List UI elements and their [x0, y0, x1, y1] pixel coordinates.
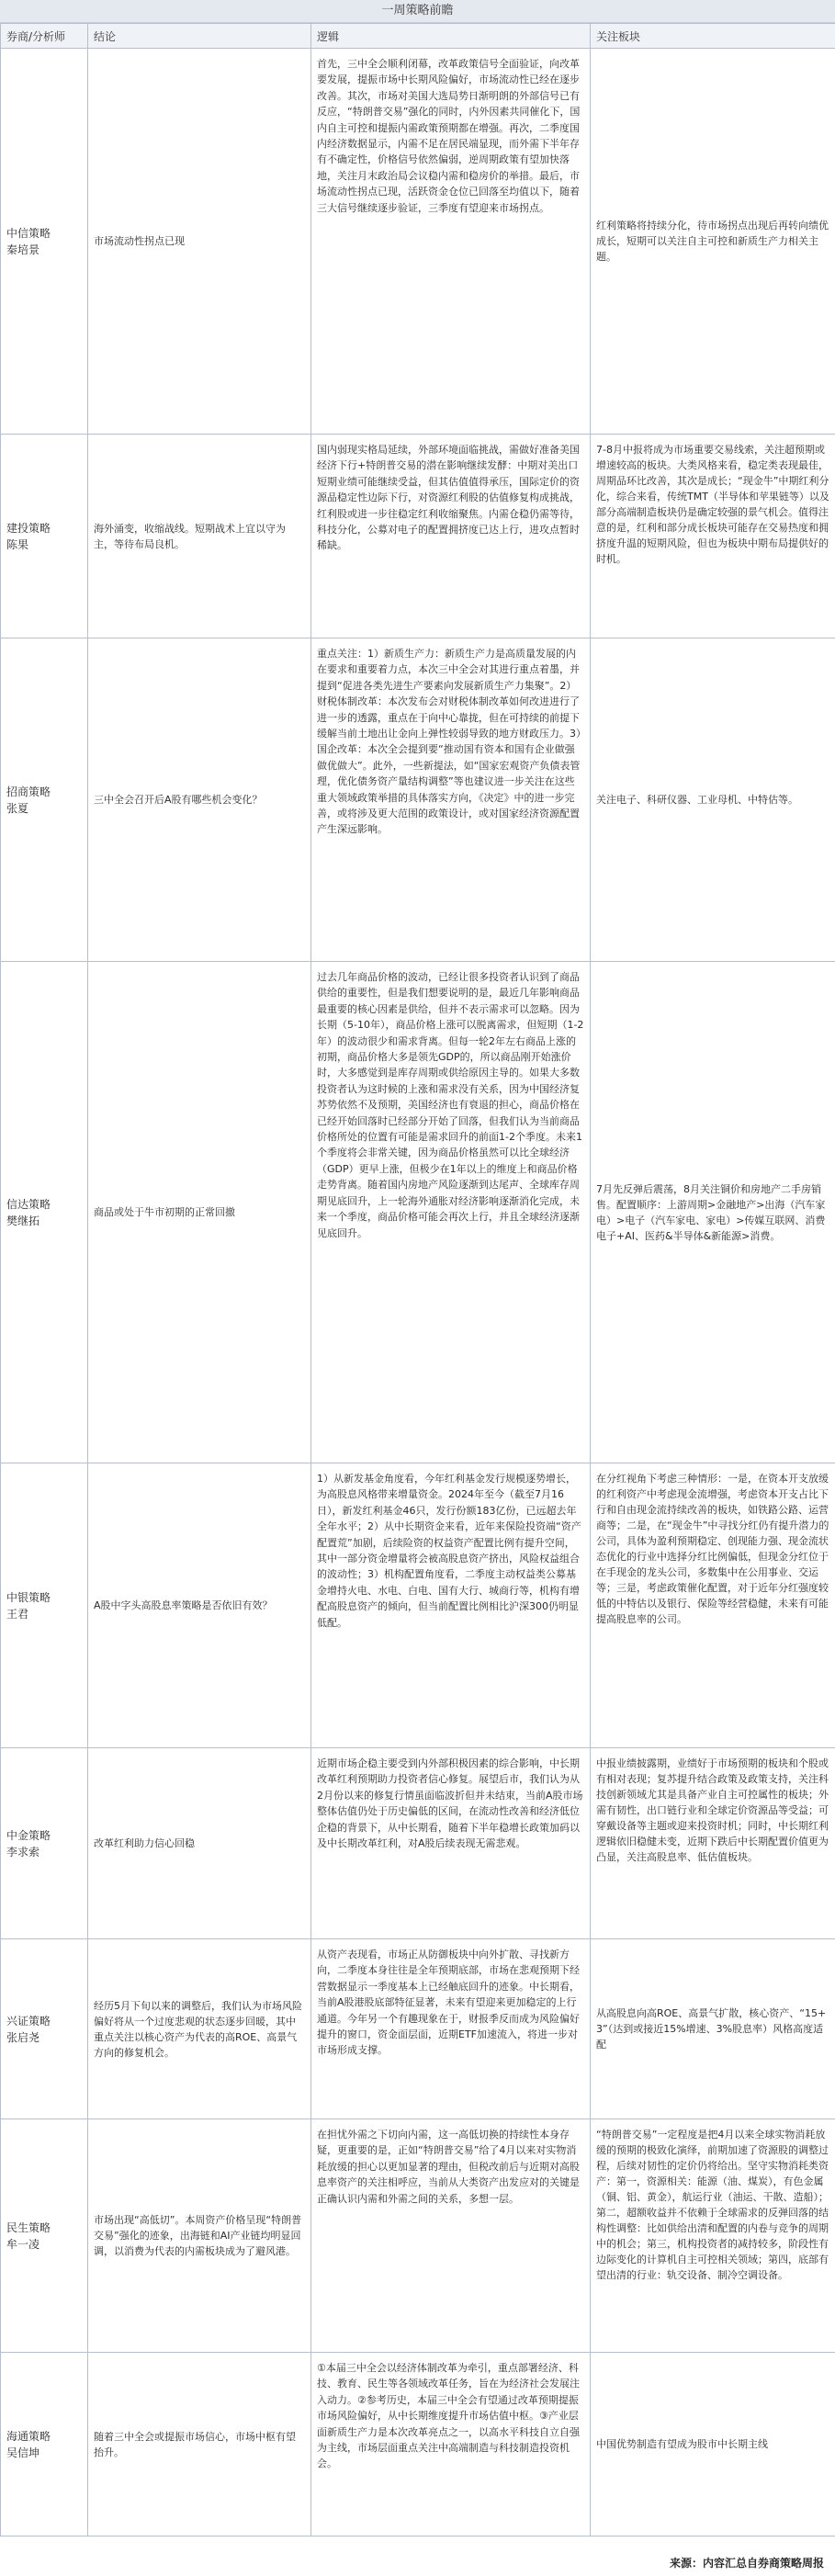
focus-cell: 中报业绩披露期，业绩好于市场预期的板块和个股或有相对表现；复苏提升结合政策及政策支持，关注科技创新领域尤其是具备产业自主可控属性的板块；外需有韧性，出口链行业和全球定价资源品等受益；可穿戴设备等主题或迎来投资时机；同时，中长期红利逻辑依旧稳健未变，近期下跌后中长期配置价值更为凸显，关注高股息率、低估值板块。: [591, 1748, 835, 1939]
header-conclusion: 结论: [88, 24, 311, 49]
header-logic: 逻辑: [311, 24, 591, 49]
focus-cell: 红利策略将持续分化，待市场拐点出现后再转向绩优成长，短期可以关注自主可控和新质生产力相关主题。: [591, 49, 835, 435]
table-row: [1, 2353, 835, 2536]
broker-name: 建投策略: [6, 521, 51, 535]
broker-cell: [1, 1463, 88, 1748]
header-focus: 关注板块: [591, 24, 835, 49]
conclusion-cell: 改革红利助力信心回稳: [88, 1748, 311, 1939]
logic-cell: 从资产表现看，市场正从防御板块中向外扩散、寻找新方向，二季度本身往往是全年预期底部，市场在悲观预期下经营数据显示一季度基本上已经触底回升的迹象。中长期看，当前A股港股底部特征显著，未来有望迎来更加稳定的上行通道。今年另一个有趣现象在于，财报季反而成为风险偏好提升的窗口，资金面层面，近期ETF加速流入，将进一步对市场形成支撑。: [311, 1939, 591, 2119]
table-row: [1, 1939, 835, 2119]
analyst-name: 陈果: [6, 537, 29, 551]
conclusion-cell: 三中全会召开后A股有哪些机会变化？: [88, 638, 311, 962]
table-row: [1, 962, 835, 1463]
focus-cell: 7-8月中报将成为市场重要交易线索，关注超预期或增速较高的板块。大类风格来看，稳定类表现最佳，周期品环比改善，其次是成长；“现金牛”中期红利分化，综合来看，传统TMT（半导体和苹果链等）以及部分高端制造板块仍是确定较强的景气机会。值得注意的是，红利和部分成长板块可能存在交易热度和拥挤度升温的短期风险，但也为板块中期布局提供好的时机。: [591, 435, 835, 638]
broker-name: 兴证策略: [6, 2014, 51, 2028]
conclusion-cell: 经历5月下旬以来的调整后，我们认为市场风险偏好将从一个过度悲观的状态逐步回暖，其中重点关注以核心资产为代表的高ROE、高景气方向的修复机会。: [88, 1939, 311, 2119]
conclusion-cell: 市场出现“高低切”。本周资产价格呈现“特朗普交易”强化的迹象，出海链和AI产业链均明显回调，以消费为代表的内需板块成为了避风港。: [88, 2119, 311, 2353]
page-title: 一周策略前瞻: [0, 0, 835, 23]
analyst-name: 张启尧: [6, 2030, 40, 2044]
analyst-name: 王君: [6, 1607, 29, 1621]
focus-cell: 关注电子、科研仪器、工业母机、中特估等。: [591, 638, 835, 962]
focus-cell: 中国优势制造有望成为股市中长期主线: [591, 2353, 835, 2536]
focus-cell: “特朗普交易”一定程度是把4月以来全球实物消耗放缓的预期的极致化演绎，前期加速了资源股的调整过程，后续对韧性的定价仍将给出。坚守实物消耗类资产：第一，资源相关：能源（油、煤炭），有色金属（铜、铝、黄金），航运行业（油运、干散、造船）；第二，超额收益并不依赖于全球需求的反弹回落的结构性调整：比如供给出清和配置的内卷与竞争的周期中的机会；第三，机构投资者的减持较多，阶段性有边际变化的计算机自主可控相关领域；第四，底部有望出清的行业：轨交设备、制冷空调设备。: [591, 2119, 835, 2353]
logic-cell: 在担忧外需之下切向内需，这一高低切换的持续性本身存疑，更重要的是，正如“特朗普交易”给了4月以来对实物消耗放缓的担心以更加显著的理由，但税改前后与近期对高股息率资产的关注相呼应，当前从大类资产出发应对的关键是正确认识内需和外需之间的关系，多想一层。: [311, 2119, 591, 2353]
focus-cell: 从高股息向高ROE、高景气扩散，核心资产、“15+3”（达到或接近15%增速、3%股息率）风格高度适配: [591, 1939, 835, 2119]
conclusion-cell: 市场流动性拐点已现: [88, 49, 311, 435]
logic-cell: 国内弱现实格局延续，外部环境面临挑战，需做好准备美国经济下行+特朗普交易的潜在影响继续发酵：中期对美出口短期业绩可能继续受益，但其估值值得承压，国际定价的资源品稳定性边际下行，对资源红利股的估值修复构成挑战，红利股或进一步往稳定红利收缩聚焦。内需仓稳仍需等待，科技分化，公募对电子的配置拥挤度已达上行，进攻点暂时稀缺。: [311, 435, 591, 638]
focus-cell: 在分红视角下考虑三种情形：一是，在资本开支放缓的红利资产中考虑现金流增强，考虑资本开支占比下行和自由现金流持续改善的板块，如铁路公路、运营商等；二是，在“现金牛”中寻找分红仍有提升潜力的公司，具体为盈利预期稳定、创现能力强、现金流状态优化的行业中选择分红比例偏低，但现金分红位于在手现金的龙头公司，多数集中在公用事业、交运等；三是，考虑政策催化配置，对于近年分红强度较低的中特估以及银行、保险等经营稳健，未来有可能提高股息率的公司。: [591, 1463, 835, 1748]
analyst-name: 张夏: [6, 801, 29, 815]
broker-cell: [1, 1748, 88, 1939]
table-row: [1, 638, 835, 962]
broker-cell: [1, 49, 88, 435]
broker-name: 招商策略: [6, 785, 51, 798]
conclusion-cell: 海外涌变，收缩战线。短期战术上宜以守为主，等待布局良机。: [88, 435, 311, 638]
analyst-name: 吴信坤: [6, 2446, 40, 2459]
strategy-table: [0, 23, 835, 2536]
analyst-name: 李求索: [6, 1845, 40, 1859]
logic-cell: 过去几年商品价格的波动，已经让很多投资者认识到了商品供给的重要性，但是我们想要说明的是，最近几年影响商品最重要的核心因素是供给，但并不表示需求可以忽略。因为长期（5-10年），商品价格上涨可以脱离需求，但短期（1-2年）的波动很少和需求背离。但每一轮2年左右商品上涨的初期，商品价格大多是领先GDP的，所以商品刚开始涨价时，大多感觉到是库存周期或供给原因主导的。如果大多数投资者认为这时候的上涨和需求没有关系，因为中国经济复苏势依然不及预期，美国经济也有衰退的担心，商品价格在已经开始回落时已经部分开始了回落，但我们认为当前商品价格所处的位置有可能是需求回升的前面1-2个季度。未来1个季度将会非常关键，因为商品价格虽然可以比全球经济（GDP）更早上涨，但极少在1年以上的维度上和商品价格走势背离。随着国内房地产风险逐渐到达尾声、全球库存周期见底回升，上一轮海外通胀对经济影响逐渐消化完成，未来一个季度，商品价格可能会再次上行，并且全球经济逐渐见底回升。: [311, 962, 591, 1463]
table-row: [1, 435, 835, 638]
analyst-name: 牟一凌: [6, 2237, 40, 2251]
table-header-row: [1, 24, 835, 49]
broker-cell: [1, 962, 88, 1463]
logic-cell: ①本届三中全会以经济体制改革为牵引，重点部署经济、科技、教育、民生等各领域改革任务，旨在为经济社会发展注入动力。②参考历史，本届三中全会有望通过改革预期提振市场风险偏好，从中长期维度提升市场估值中枢。③产业层面新质生产力是本次改革亮点之一，以高水平科技自立自强为主线，市场层面重点关注中高端制造与科技制造投资机会。: [311, 2353, 591, 2536]
broker-cell: [1, 2119, 88, 2353]
broker-name: 海通策略: [6, 2429, 51, 2443]
analyst-name: 樊继拓: [6, 1214, 40, 1227]
conclusion-cell: 随着三中全会或提振市场信心，市场中枢有望抬升。: [88, 2353, 311, 2536]
logic-cell: 首先，三中全会顺利闭幕，改革政策信号全面验证，向改革要发展，提振市场中长期风险偏好，市场流动性已经在逐步改善。其次，市场对美国大选局势日渐明朗的外部信号已有反应，“特朗普交易”强化的同时，内外因素共同催化下，国内自主可控和提振内需政策预期都在增强。再次，二季度国内经济数据显示，内需不足在居民端显现，而外需下半年存有不确定性，价格信号依然偏弱，逆周期政策有望加快落地，关注月末政治局会议稳内需和稳房价的举措。最后，市场流动性拐点已现，活跃资金仓位已回落至均值以下，随着三大信号继续逐步验证，三季度有望迎来市场拐点。: [311, 49, 591, 435]
broker-cell: [1, 1939, 88, 2119]
broker-cell: [1, 2353, 88, 2536]
source-note: 来源：内容汇总自券商策略周报: [669, 2557, 824, 2570]
broker-name: 中银策略: [6, 1590, 51, 1604]
table-row: [1, 1463, 835, 1748]
header-broker: 券商/分析师: [1, 24, 88, 49]
broker-cell: [1, 435, 88, 638]
focus-cell: 7月先反弹后震荡，8月关注铜价和房地产二手房销售。配置顺序：上游周期>金融地产>出海（汽车家电）>电子（汽车家电、家电）>传媒互联网、消费电子+AI、医药&半导体&新能源>消费。: [591, 962, 835, 1463]
broker-name: 中信策略: [6, 226, 51, 240]
logic-cell: 重点关注：1）新质生产力：新质生产力是高质量发展的内在要求和重要着力点，本次三中全会对其进行重点着墨，并提到“促进各类先进生产要素向发展新质生产力集聚”。2）财税体制改革：本次发布会对财税体制改革如何改进进行了进一步的透露，重点在于向中心靠拢，但在可持续的前提下缓解当前土地出让金向上弹性较弱导致的地方财政压力。3）国企改革：本次全会提到要“推动国有资本和国有企业做强做优做大”。此外，一些新提法，如“国家宏观资产负债表管理，优化债务资产量结构调整”等也建议进一步关注在这些重大领域政策举措的具体落实方向，《决定》中的进一步完善，或将涉及更大范围的政策设计，或对国家经济资源配置产生深远影响。: [311, 638, 591, 962]
table-row: [1, 49, 835, 435]
conclusion-cell: 商品或处于牛市初期的正常回撤: [88, 962, 311, 1463]
logic-cell: 1）从新发基金角度看，今年红利基金发行规模逐势增长，为高股息风格带来增量资金。2024年至今（截至7月16日），新发红利基金46只，发行份额183亿份，已远超去年全年水平；2）从中长期资金来看，近年来保险投资端“资产配置荒”加剧，后续险资的权益资产配置比例有提升空间，其中一部分资金增量将会被高股息资产挤出，风险权益组合的波动性；3）机构配置角度看，二季度主动权益类公募基金增持火电、水电、白电、国有大行、城商行等，机构有增配高股息资产的倾向，但当前配置比例相比沪深300仍明显低配。: [311, 1463, 591, 1748]
broker-name: 中金策略: [6, 1828, 51, 1842]
broker-cell: [1, 638, 88, 962]
analyst-name: 秦培景: [6, 243, 40, 256]
table-row: [1, 2119, 835, 2353]
conclusion-cell: A股中字头高股息率策略是否依旧有效？: [88, 1463, 311, 1748]
logic-cell: 近期市场企稳主要受到内外部积极因素的综合影响，中长期改革红利预期助力投资者信心修复。展望后市，我们认为从2月份以来的修复行情虽面临波折但并未结束，当前A股市场整体估值仍处于历史偏低的区间，在流动性改善和经济低位企稳的背景下，从中长期看，随着下半年稳增长政策加码以及中长期改革红利，对A股后续表现无需悲观。: [311, 1748, 591, 1939]
broker-name: 民生策略: [6, 2220, 51, 2234]
table-row: [1, 1748, 835, 1939]
broker-name: 信达策略: [6, 1197, 51, 1211]
